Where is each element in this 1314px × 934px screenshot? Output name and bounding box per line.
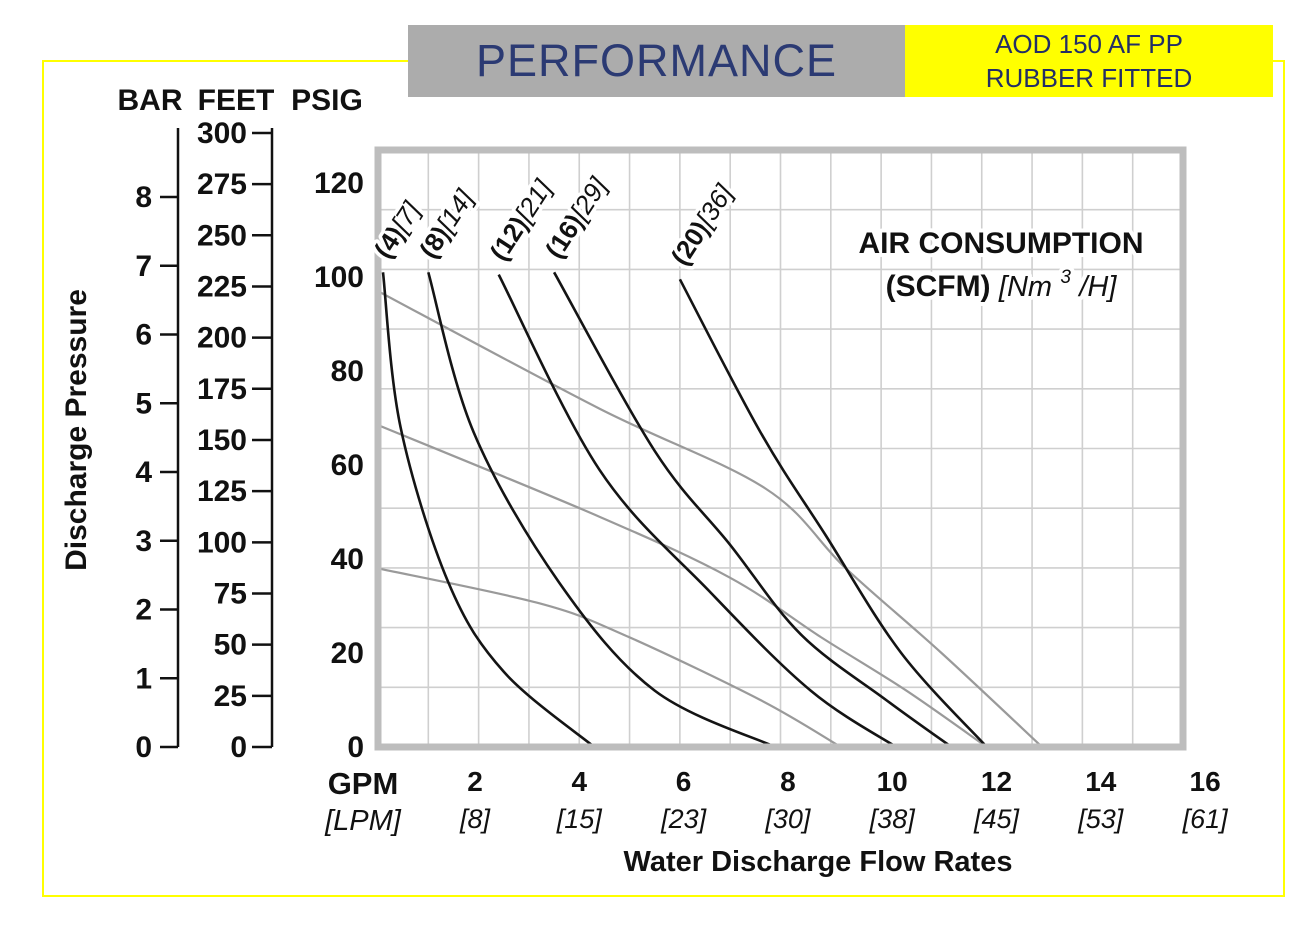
performance-title: PERFORMANCE — [475, 35, 838, 86]
feet-tick-label: 175 — [196, 372, 247, 406]
feet-tick-label: 0 — [230, 731, 247, 764]
pump-curves — [378, 291, 1042, 747]
x-tick-gpm-label: 4 — [571, 766, 588, 797]
x-tick-gpm-label: 16 — [1189, 766, 1221, 797]
curve-label-nm3h: [14] — [430, 184, 480, 237]
x-tick-lpm-label: [15] — [556, 804, 602, 834]
air-inlet-pressure-curve-2 — [378, 425, 987, 747]
x-tick-lpm-label: [53] — [1078, 804, 1124, 834]
feet-tick-label: 250 — [196, 219, 247, 253]
x-axis-labels — [459, 766, 1229, 834]
feet-tick-label: 300 — [196, 116, 247, 150]
pressure-scales — [135, 117, 364, 764]
psig-tick-label: 100 — [313, 261, 364, 294]
x-axis-unit-lpm: [LPM] — [325, 805, 401, 837]
bar-tick-label: 6 — [135, 318, 152, 352]
feet-tick-label: 125 — [196, 475, 247, 509]
air-consumption-curve-(20) — [680, 279, 987, 747]
feet-tick-label: 150 — [196, 423, 247, 457]
x-tick-gpm-label: 6 — [675, 766, 692, 797]
x-tick-gpm-label: 2 — [467, 766, 483, 797]
psig-tick-label: 0 — [347, 731, 364, 764]
x-tick-lpm-label: [45] — [973, 804, 1020, 834]
bar-tick-label: 1 — [135, 662, 152, 696]
air-consumption-curve-(12) — [499, 275, 897, 747]
scfm-label: (SCFM) — [885, 270, 991, 303]
air-inlet-pressure-curve-1 — [378, 291, 1042, 747]
feet-tick-label: 50 — [213, 628, 247, 662]
feet-tick-label: 100 — [196, 526, 247, 560]
x-tick-gpm-label: 12 — [980, 766, 1013, 797]
nm3-label-post: /H] — [1079, 271, 1117, 303]
x-tick-lpm-label: [30] — [765, 804, 811, 834]
bar-scale-header: BAR — [117, 84, 183, 117]
y-axis-title: Discharge Pressure — [60, 289, 93, 571]
x-tick-lpm-label: [38] — [869, 804, 915, 834]
curve-label-nm3h: [36] — [689, 179, 739, 232]
bar-tick-label: 4 — [135, 456, 152, 489]
curve-label-scfm: (16) — [538, 208, 590, 264]
x-axis-unit-gpm: GPM — [327, 766, 399, 801]
feet-tick-label: 275 — [196, 168, 247, 202]
psig-tick-label: 20 — [330, 637, 364, 670]
feet-tick-label: 225 — [196, 270, 247, 304]
curve-label-(20) — [665, 178, 739, 270]
model-line-2: RUBBER FITTED — [985, 63, 1193, 93]
bar-tick-label: 8 — [135, 181, 152, 214]
x-tick-lpm-label: [61] — [1182, 804, 1228, 834]
bar-tick-label: 0 — [135, 731, 152, 764]
model-line-1: AOD 150 AF PP — [995, 29, 1183, 59]
psig-tick-label: 60 — [330, 449, 364, 482]
curve-label-scfm: (4) — [367, 220, 411, 264]
curve-label-scfm: (20) — [664, 215, 716, 271]
feet-tick-label: 25 — [213, 679, 247, 713]
x-tick-lpm-label: [23] — [661, 804, 707, 834]
x-tick-gpm-label: 8 — [780, 766, 796, 797]
curve-label-(16) — [539, 171, 613, 263]
psig-tick-label: 40 — [330, 543, 364, 576]
curve-label-nm3h: [21] — [508, 174, 558, 228]
nm3-label-pre: [Nm — [998, 271, 1053, 303]
x-axis-title: Water Discharge Flow Rates — [623, 846, 1013, 878]
curve-labels — [368, 171, 739, 270]
feet-tick-label: 75 — [213, 577, 247, 611]
psig-scale-header: PSIG — [291, 84, 363, 117]
air-consumption-curve-(8) — [428, 272, 775, 747]
curve-label-(8) — [413, 184, 480, 264]
curve-label-nm3h: [7] — [385, 196, 427, 237]
air-consumption-curve-(16) — [554, 272, 951, 747]
air-consumption-curve-(4) — [383, 272, 594, 747]
x-tick-gpm-label: 10 — [876, 766, 908, 797]
air-consumption-heading: AIR CONSUMPTION — [858, 227, 1144, 260]
psig-tick-label: 80 — [330, 355, 364, 388]
curve-label-nm3h: [29] — [564, 172, 613, 225]
psig-tick-label: 120 — [313, 167, 364, 200]
curve-label-scfm: (12) — [483, 210, 534, 266]
feet-tick-label: 200 — [196, 321, 247, 355]
x-tick-gpm-label: 14 — [1085, 766, 1117, 797]
bar-tick-label: 3 — [135, 524, 152, 558]
bar-tick-label: 7 — [135, 249, 152, 283]
nm3-superscript: 3 — [1060, 267, 1072, 288]
bar-tick-label: 5 — [135, 387, 152, 421]
bar-tick-label: 2 — [135, 593, 152, 627]
feet-scale-header: FEET — [197, 84, 275, 117]
x-tick-lpm-label: [8] — [459, 804, 491, 834]
curve-label-scfm: (8) — [413, 220, 456, 264]
air-inlet-pressure-curve-3 — [378, 568, 841, 747]
